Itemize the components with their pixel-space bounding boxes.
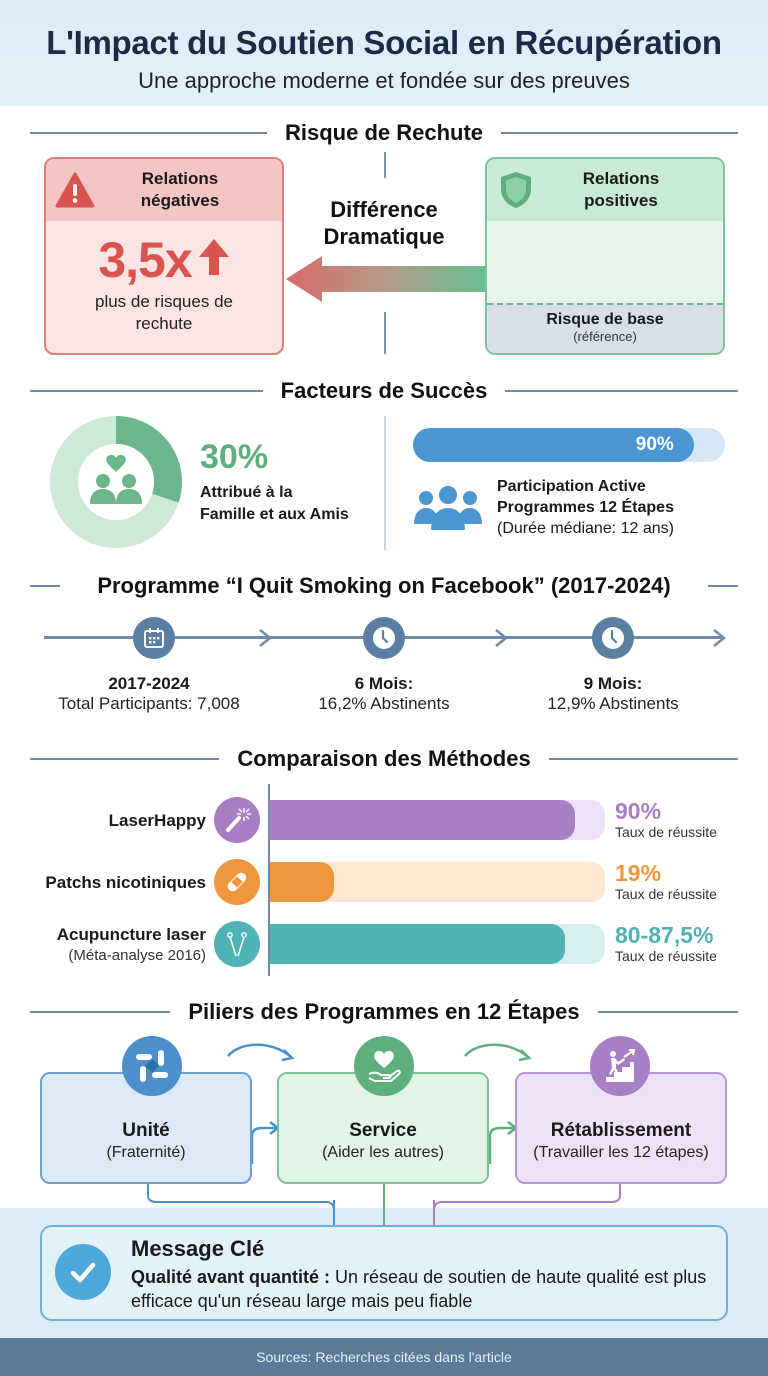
progress-fill: 90% [413, 428, 694, 462]
pillar-title: Unité [122, 1120, 170, 1141]
divider [505, 390, 738, 392]
stairs-climb-icon [590, 1036, 650, 1096]
risk-multiplier: 3,5x [98, 232, 192, 288]
section-heading-relapse [30, 118, 738, 148]
method-bar-fill [270, 862, 334, 902]
method-bar-fill [270, 924, 565, 964]
divider [549, 758, 738, 760]
section-title: Piliers des Programmes en 12 Étapes [188, 999, 580, 1024]
card-title: négatives [140, 191, 220, 210]
section-heading-success [30, 376, 738, 406]
joined-hands-icon [122, 1036, 182, 1096]
method-bar-fill [270, 800, 575, 840]
section-title: Comparaison des Méthodes [237, 746, 531, 771]
median-duration: (Durée médiane: 12 ans) [497, 520, 674, 537]
timeline-step [493, 674, 733, 714]
card-title: Relations [141, 169, 219, 188]
baseline-label: Risque de base [546, 311, 664, 328]
header [0, 0, 768, 106]
method-bar-track [270, 862, 605, 902]
method-name: Patchs nicotiniques [45, 873, 206, 892]
success-rate-label: Taux de réussite [615, 886, 717, 902]
calendar-icon [133, 617, 175, 659]
divider [30, 585, 60, 587]
success-rate: 90% [615, 798, 662, 824]
section-title: Programme “I Quit Smoking on Facebook” (2017-2024) [97, 573, 671, 598]
page-subtitle: Une approche moderne et fondée sur des preuves [138, 68, 630, 93]
laser-wand-icon [214, 797, 260, 843]
participation-progress-bar [413, 428, 725, 462]
family-label [200, 482, 349, 526]
method-bar-track [270, 800, 605, 840]
family-heart-icon [86, 454, 146, 511]
clock-icon [592, 617, 634, 659]
gradient-arrow-left-icon [284, 254, 487, 304]
divider [30, 390, 263, 392]
positive-relations-card [485, 157, 725, 355]
participation-line: Programmes 12 Étapes [497, 499, 674, 516]
needles-icon [214, 921, 260, 967]
card-title: Relations [582, 169, 660, 188]
section-heading-timeline [30, 571, 738, 601]
key-message-body: Un réseau de soutien de haute qualité est plus efficace qu'un réseau large mais peu fiable [131, 1267, 707, 1311]
center-divider [384, 312, 386, 354]
dramatic-difference-label [290, 196, 478, 250]
family-label-line: Attribué à la [200, 484, 293, 501]
method-bar-track [270, 924, 605, 964]
difference-text: Dramatique [323, 224, 445, 249]
step-text: Total Participants: 7,008 [58, 694, 240, 713]
method-name: Acupuncture laser [56, 925, 206, 944]
chevron-right-icon [494, 628, 508, 653]
difference-text: Différence [330, 197, 438, 222]
step-text: 16,2% Abstinents [318, 694, 450, 713]
method-label [16, 872, 206, 893]
group-icon [413, 484, 483, 535]
divider [30, 1011, 170, 1013]
risk-description: plus de risques de [95, 292, 233, 311]
timeline-step [264, 674, 504, 714]
divider [501, 132, 738, 134]
step-text: 12,9% Abstinents [547, 694, 679, 713]
pillar-sub: (Aider les autres) [322, 1144, 444, 1161]
arrow-up-icon [198, 231, 230, 289]
chevron-right-icon [258, 628, 272, 653]
pillar-sub: (Travailler les 12 étapes) [533, 1144, 709, 1161]
step-title: 6 Mois: [354, 674, 414, 693]
method-label [16, 924, 206, 966]
card-title: positives [584, 191, 658, 210]
baseline-risk [487, 303, 723, 353]
success-rate: 19% [615, 860, 662, 886]
family-percent: 30% [200, 438, 269, 476]
method-name: LaserHappy [108, 811, 206, 830]
risk-description: rechute [135, 314, 193, 333]
baseline-sub: (référence) [573, 329, 637, 344]
center-divider [384, 416, 386, 550]
footer-sources: Sources: Recherches citées dans l'article [0, 1338, 768, 1376]
page-title: L'Impact du Soutien Social en Récupération [46, 24, 722, 61]
key-message-text [131, 1265, 721, 1313]
section-title: Risque de Rechute [284, 120, 484, 145]
pillar-title: Service [349, 1120, 417, 1141]
center-divider [384, 152, 386, 178]
key-message-bold: Qualité avant quantité : [131, 1267, 331, 1287]
divider [598, 1011, 738, 1013]
family-donut-chart [48, 414, 184, 550]
chevron-right-icon [712, 628, 726, 653]
success-rate: 80-87,5% [615, 922, 714, 948]
divider [708, 585, 738, 587]
section-heading-methods [30, 744, 738, 774]
step-title: 2017-2024 [108, 674, 190, 693]
clock-icon [363, 617, 405, 659]
method-sub: (Méta-analyse 2016) [68, 947, 206, 964]
family-label-line: Famille et aux Amis [200, 506, 349, 523]
pillar-sub: (Fraternité) [106, 1144, 186, 1161]
timeline-step [29, 674, 269, 714]
method-label [16, 810, 206, 831]
section-title: Facteurs de Succès [280, 378, 488, 403]
success-rate-label: Taux de réussite [615, 948, 717, 964]
method-value [615, 798, 717, 840]
pillar-title: Rétablissement [550, 1120, 692, 1141]
warning-triangle-icon [46, 172, 96, 208]
section-heading-pillars [30, 997, 738, 1027]
message-connectors [0, 1200, 768, 1228]
key-message-title: Message Clé [131, 1236, 265, 1261]
divider [30, 132, 267, 134]
divider [30, 758, 219, 760]
bandage-patch-icon [214, 859, 260, 905]
method-value [615, 922, 717, 964]
shield-icon [487, 170, 537, 210]
heart-hand-icon [354, 1036, 414, 1096]
participation-label [497, 476, 674, 539]
negative-relations-card [44, 157, 284, 355]
check-circle-icon [55, 1244, 111, 1300]
step-title: 9 Mois: [583, 674, 643, 693]
method-value [615, 860, 717, 902]
participation-line: Participation Active [497, 478, 646, 495]
success-rate-label: Taux de réussite [615, 824, 717, 840]
